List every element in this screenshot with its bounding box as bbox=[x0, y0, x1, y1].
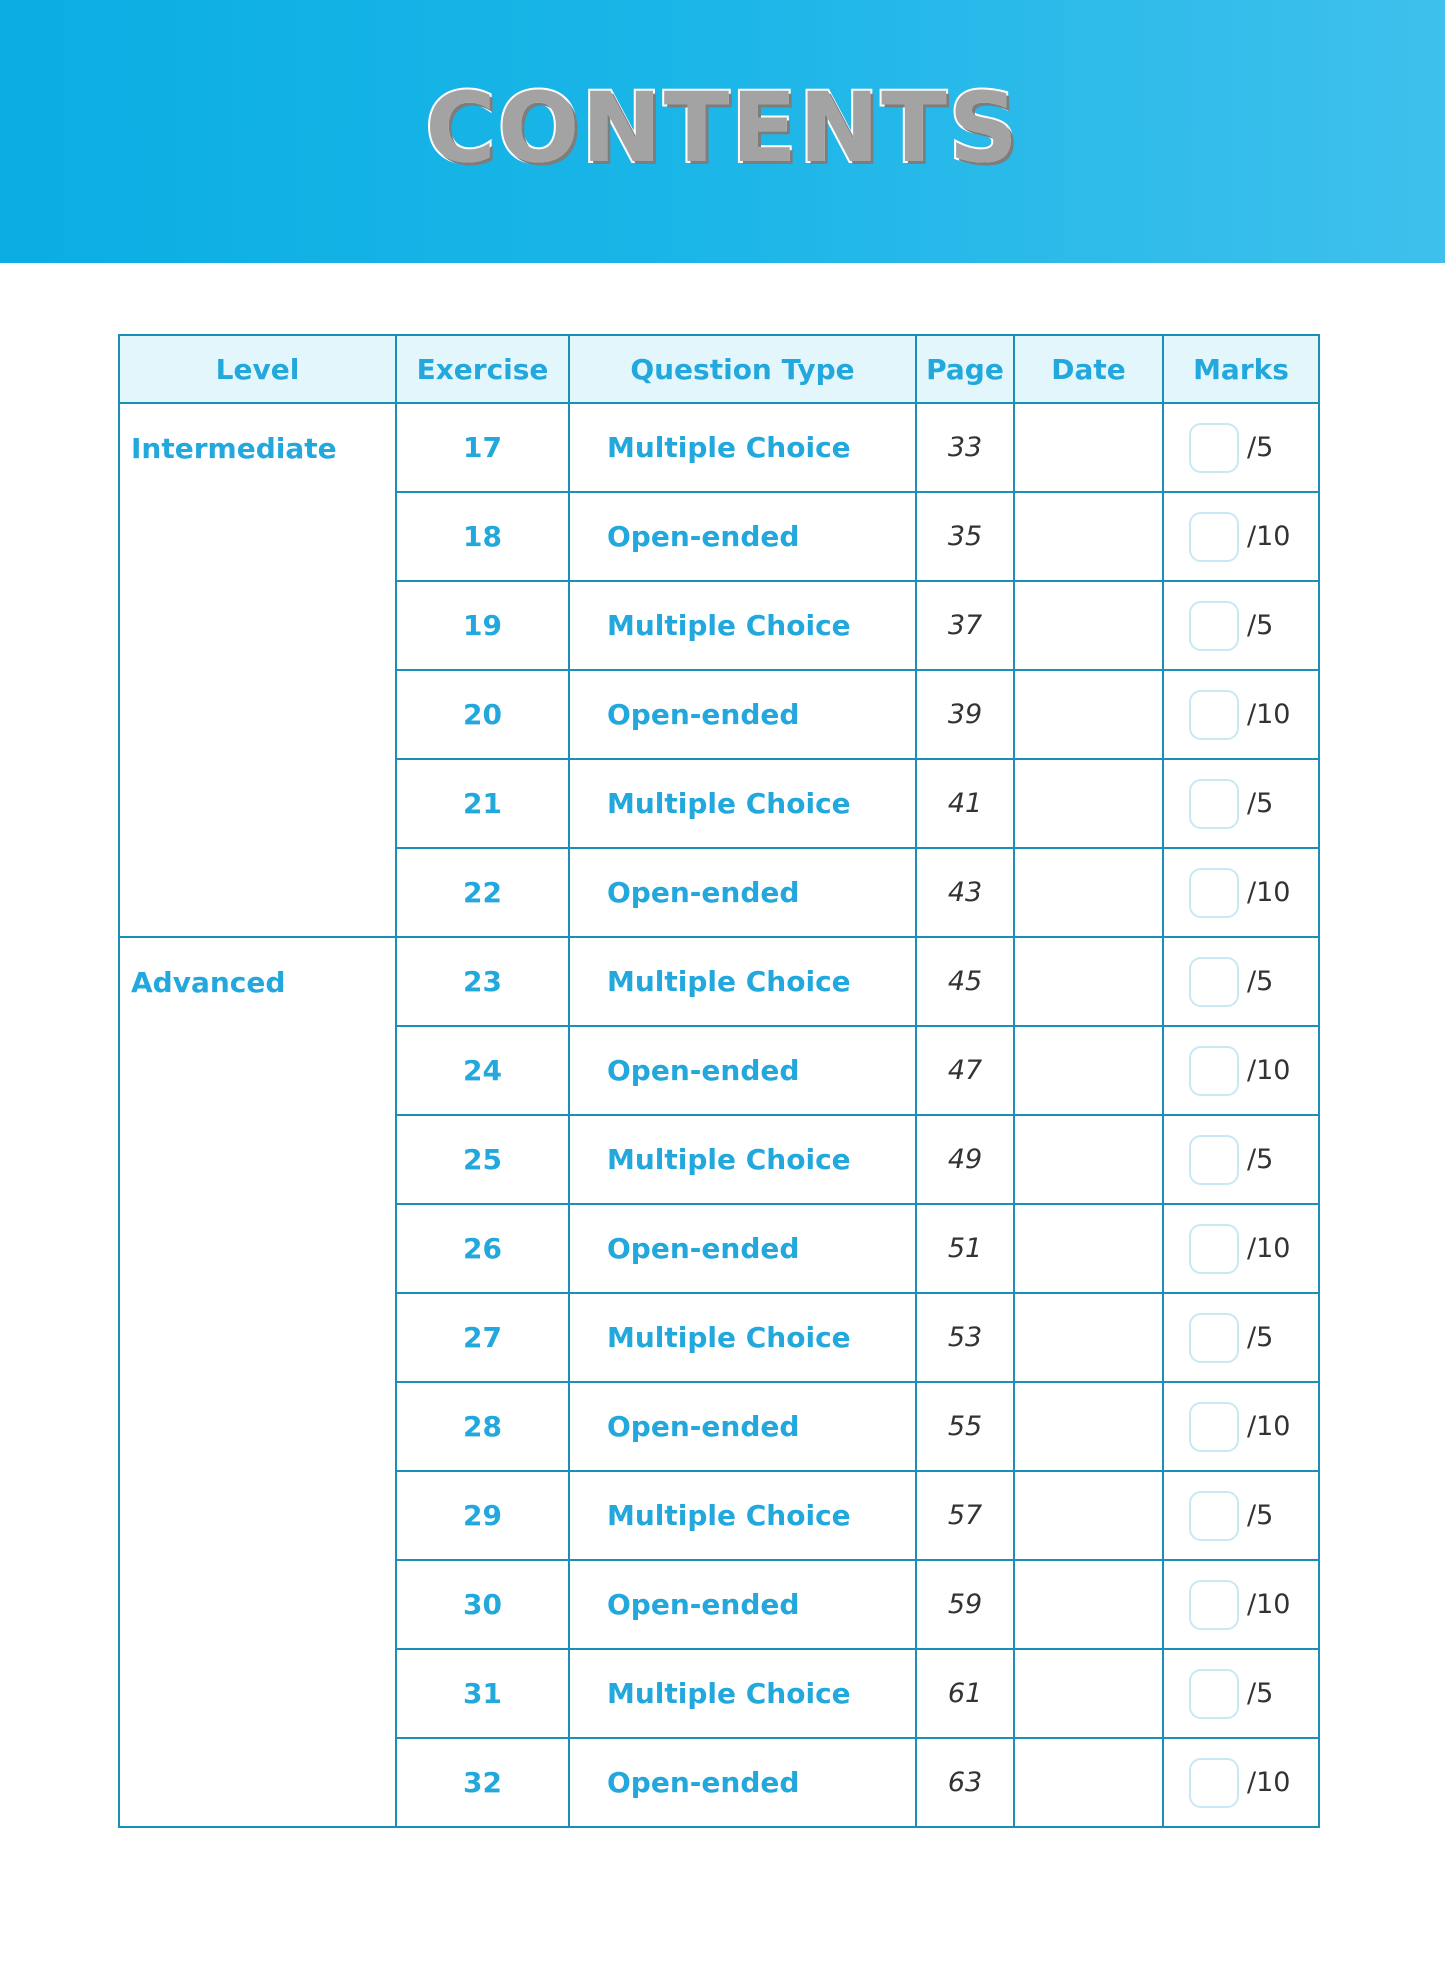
marks-total: /5 bbox=[1247, 432, 1274, 463]
exercise-number: 30 bbox=[396, 1560, 569, 1649]
page-number: 41 bbox=[916, 759, 1014, 848]
question-type: Open-ended bbox=[569, 1204, 916, 1293]
page-number: 39 bbox=[916, 670, 1014, 759]
question-type: Open-ended bbox=[569, 1026, 916, 1115]
marks-input-box[interactable] bbox=[1189, 1580, 1239, 1630]
marks-total: /10 bbox=[1247, 1233, 1291, 1264]
table-row bbox=[119, 937, 1319, 1026]
date-field[interactable] bbox=[1014, 848, 1163, 937]
question-type: Multiple Choice bbox=[569, 1649, 916, 1738]
page-number: 43 bbox=[916, 848, 1014, 937]
question-type: Open-ended bbox=[569, 1382, 916, 1471]
exercise-number: 20 bbox=[396, 670, 569, 759]
marks-input-box[interactable] bbox=[1189, 601, 1239, 651]
page-number: 53 bbox=[916, 1293, 1014, 1382]
column-header-question-type: Question Type bbox=[569, 335, 916, 403]
exercise-number: 25 bbox=[396, 1115, 569, 1204]
exercise-number: 22 bbox=[396, 848, 569, 937]
table-body bbox=[119, 403, 1319, 1827]
marks-cell bbox=[1163, 848, 1319, 937]
marks-total: /10 bbox=[1247, 1055, 1291, 1086]
column-header-page: Page bbox=[916, 335, 1014, 403]
marks-cell bbox=[1163, 1115, 1319, 1204]
marks-input-box[interactable] bbox=[1189, 957, 1239, 1007]
exercise-number: 19 bbox=[396, 581, 569, 670]
page-number: 33 bbox=[916, 403, 1014, 492]
table-header-row bbox=[119, 335, 1319, 403]
marks-total: /5 bbox=[1247, 788, 1274, 819]
exercise-number: 27 bbox=[396, 1293, 569, 1382]
marks-cell bbox=[1163, 1382, 1319, 1471]
question-type: Multiple Choice bbox=[569, 1293, 916, 1382]
marks-cell bbox=[1163, 403, 1319, 492]
date-field[interactable] bbox=[1014, 937, 1163, 1026]
question-type: Open-ended bbox=[569, 1738, 916, 1827]
question-type: Open-ended bbox=[569, 1560, 916, 1649]
marks-total: /10 bbox=[1247, 1411, 1291, 1442]
page-number: 57 bbox=[916, 1471, 1014, 1560]
question-type: Multiple Choice bbox=[569, 937, 916, 1026]
column-header-marks: Marks bbox=[1163, 335, 1319, 403]
exercise-number: 23 bbox=[396, 937, 569, 1026]
question-type: Open-ended bbox=[569, 848, 916, 937]
page-number: 59 bbox=[916, 1560, 1014, 1649]
marks-total: /5 bbox=[1247, 610, 1274, 641]
date-field[interactable] bbox=[1014, 1649, 1163, 1738]
exercise-number: 29 bbox=[396, 1471, 569, 1560]
marks-total: /10 bbox=[1247, 1767, 1291, 1798]
marks-input-box[interactable] bbox=[1189, 423, 1239, 473]
page-number: 49 bbox=[916, 1115, 1014, 1204]
date-field[interactable] bbox=[1014, 670, 1163, 759]
marks-cell bbox=[1163, 1471, 1319, 1560]
marks-input-box[interactable] bbox=[1189, 690, 1239, 740]
date-field[interactable] bbox=[1014, 1738, 1163, 1827]
marks-cell bbox=[1163, 1204, 1319, 1293]
page-number: 63 bbox=[916, 1738, 1014, 1827]
date-field[interactable] bbox=[1014, 581, 1163, 670]
page-number: 61 bbox=[916, 1649, 1014, 1738]
level-cell: Advanced bbox=[119, 937, 396, 1827]
column-header-date: Date bbox=[1014, 335, 1163, 403]
level-cell: Intermediate bbox=[119, 403, 396, 937]
question-type: Open-ended bbox=[569, 670, 916, 759]
marks-input-box[interactable] bbox=[1189, 512, 1239, 562]
date-field[interactable] bbox=[1014, 1471, 1163, 1560]
marks-cell bbox=[1163, 581, 1319, 670]
marks-total: /10 bbox=[1247, 699, 1291, 730]
page-number: 47 bbox=[916, 1026, 1014, 1115]
marks-input-box[interactable] bbox=[1189, 1135, 1239, 1185]
date-field[interactable] bbox=[1014, 1293, 1163, 1382]
marks-input-box[interactable] bbox=[1189, 1758, 1239, 1808]
page-number: 55 bbox=[916, 1382, 1014, 1471]
marks-cell bbox=[1163, 1738, 1319, 1827]
date-field[interactable] bbox=[1014, 1560, 1163, 1649]
question-type: Multiple Choice bbox=[569, 1115, 916, 1204]
question-type: Open-ended bbox=[569, 492, 916, 581]
marks-total: /5 bbox=[1247, 1678, 1274, 1709]
date-field[interactable] bbox=[1014, 492, 1163, 581]
marks-cell bbox=[1163, 1649, 1319, 1738]
marks-total: /5 bbox=[1247, 966, 1274, 997]
column-header-level: Level bbox=[119, 335, 396, 403]
question-type: Multiple Choice bbox=[569, 759, 916, 848]
question-type: Multiple Choice bbox=[569, 581, 916, 670]
marks-total: /10 bbox=[1247, 521, 1291, 552]
exercise-number: 28 bbox=[396, 1382, 569, 1471]
date-field[interactable] bbox=[1014, 1382, 1163, 1471]
marks-input-box[interactable] bbox=[1189, 1491, 1239, 1541]
question-type: Multiple Choice bbox=[569, 403, 916, 492]
page-title: CONTENTS bbox=[425, 72, 1020, 184]
exercise-number: 31 bbox=[396, 1649, 569, 1738]
marks-cell bbox=[1163, 492, 1319, 581]
marks-input-box[interactable] bbox=[1189, 779, 1239, 829]
marks-input-box[interactable] bbox=[1189, 1046, 1239, 1096]
marks-input-box[interactable] bbox=[1189, 1669, 1239, 1719]
date-field[interactable] bbox=[1014, 1115, 1163, 1204]
column-header-exercise: Exercise bbox=[396, 335, 569, 403]
exercise-number: 24 bbox=[396, 1026, 569, 1115]
page-number: 37 bbox=[916, 581, 1014, 670]
marks-cell bbox=[1163, 1026, 1319, 1115]
marks-total: /10 bbox=[1247, 877, 1291, 908]
marks-cell bbox=[1163, 759, 1319, 848]
marks-total: /5 bbox=[1247, 1144, 1274, 1175]
exercise-number: 17 bbox=[396, 403, 569, 492]
marks-cell bbox=[1163, 1560, 1319, 1649]
page-number: 35 bbox=[916, 492, 1014, 581]
marks-input-box[interactable] bbox=[1189, 1224, 1239, 1274]
header-banner bbox=[0, 0, 1445, 263]
marks-input-box[interactable] bbox=[1189, 868, 1239, 918]
marks-total: /5 bbox=[1247, 1322, 1274, 1353]
marks-total: /5 bbox=[1247, 1500, 1274, 1531]
date-field[interactable] bbox=[1014, 759, 1163, 848]
exercise-number: 21 bbox=[396, 759, 569, 848]
exercise-number: 18 bbox=[396, 492, 569, 581]
exercise-number: 32 bbox=[396, 1738, 569, 1827]
marks-input-box[interactable] bbox=[1189, 1313, 1239, 1363]
question-type: Multiple Choice bbox=[569, 1471, 916, 1560]
page-number: 51 bbox=[916, 1204, 1014, 1293]
marks-input-box[interactable] bbox=[1189, 1402, 1239, 1452]
page-number: 45 bbox=[916, 937, 1014, 1026]
date-field[interactable] bbox=[1014, 1026, 1163, 1115]
contents-table bbox=[118, 334, 1320, 1828]
marks-cell bbox=[1163, 670, 1319, 759]
date-field[interactable] bbox=[1014, 403, 1163, 492]
date-field[interactable] bbox=[1014, 1204, 1163, 1293]
exercise-number: 26 bbox=[396, 1204, 569, 1293]
marks-cell bbox=[1163, 937, 1319, 1026]
marks-total: /10 bbox=[1247, 1589, 1291, 1620]
marks-cell bbox=[1163, 1293, 1319, 1382]
table-row bbox=[119, 403, 1319, 492]
